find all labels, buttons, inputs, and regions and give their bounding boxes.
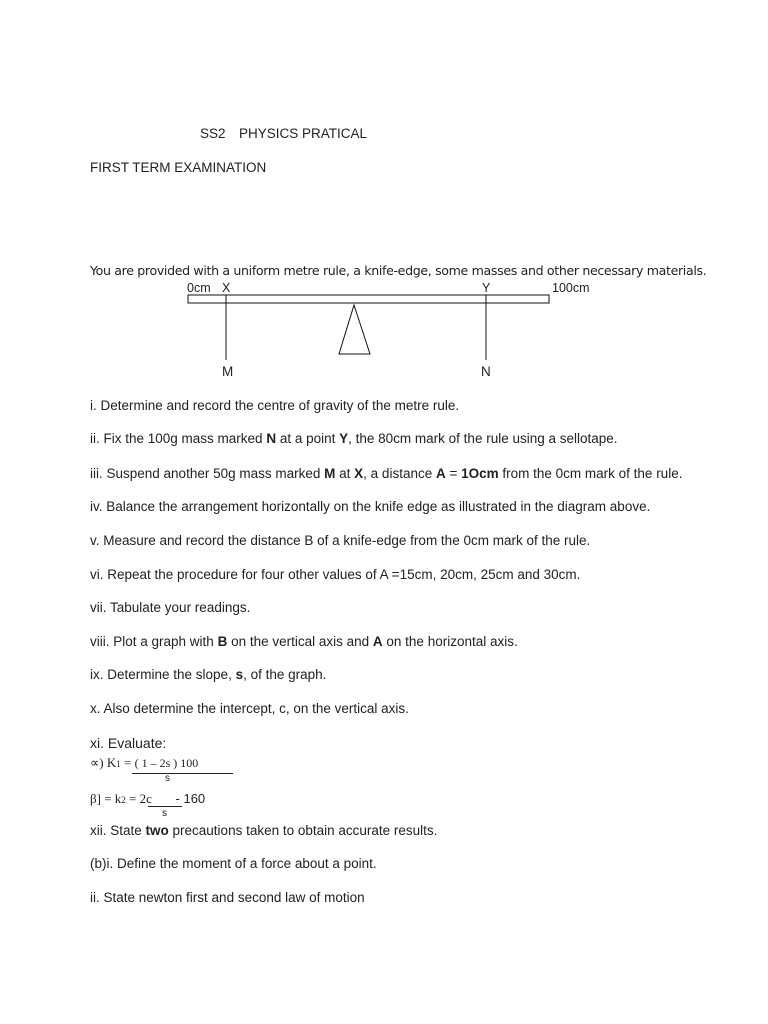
question-b2: ii. State newton first and second law of motion [90, 890, 365, 905]
q3-text-g: = [445, 466, 462, 481]
intro-text: You are provided with a uniform metre rule, a knife-edge, some masses and other necessary materials. [90, 263, 707, 278]
q3-distance-a: A [435, 466, 446, 481]
formula-beta-denominator: s [162, 808, 167, 819]
label-y: Y [482, 281, 491, 295]
question-10: x. Also determine the intercept, c, on the vertical axis. [90, 701, 409, 716]
q3-text-c: at [335, 466, 355, 481]
exam-title: FIRST TERM EXAMINATION [90, 160, 267, 175]
q2-text-c: at a point [276, 431, 340, 446]
label-mass-m: M [222, 364, 234, 379]
q8-axis-a: A [372, 634, 383, 649]
formula-beta-prefix: β] = k [90, 791, 122, 806]
q3-text-i: from the 0cm mark of the rule. [498, 466, 683, 481]
formula-beta-tail: - 160 [171, 791, 206, 806]
formula-beta [90, 791, 205, 807]
q8-text-c: on the vertical axis and [227, 634, 373, 649]
label-mass-n: N [481, 364, 491, 379]
formula-beta-sub: 2 [121, 795, 126, 805]
question-8 [90, 634, 518, 649]
knife-edge [339, 305, 370, 354]
question-11: xi. Evaluate: [90, 735, 167, 751]
question-2 [90, 431, 618, 446]
formula-alpha-numerator: ( 1 – 2s ) 100 [134, 756, 199, 770]
formula-alpha-eq: = [120, 755, 135, 770]
q8-axis-b: B [217, 634, 228, 649]
formula-alpha [90, 755, 198, 771]
question-1: i. Determine and record the centre of gravity of the metre rule. [90, 398, 460, 413]
label-100cm: 100cm [552, 281, 590, 295]
q9-text-a: ix. Determine the slope, [90, 667, 236, 682]
formula-alpha-sub: 1 [116, 759, 121, 769]
question-6: vi. Repeat the procedure for four other values of A =15cm, 20cm, 25cm and 30cm. [90, 567, 581, 582]
q3-text-e: , a distance [363, 466, 436, 481]
question-3 [90, 466, 682, 481]
metre-rule [188, 295, 549, 303]
q8-text-e: on the horizontal axis. [382, 634, 518, 649]
q9-text-c: , of the graph. [243, 667, 327, 682]
formula-beta-numerator: 2c [139, 791, 152, 806]
q3-mass-m: M [324, 466, 336, 481]
q2-point-y: Y [339, 431, 349, 446]
q9-slope-symbol: s [235, 667, 244, 682]
question-b1: (b)i. Define the moment of a force about a point. [90, 856, 377, 871]
question-5: v. Measure and record the distance B of a knife-edge from the 0cm mark of the rule. [90, 533, 591, 548]
subject-title: PHYSICS PRATICAL [239, 126, 368, 141]
question-4: iv. Balance the arrangement horizontally on the knife edge as illustrated in the diagram above. [90, 499, 651, 514]
q3-point-x: X [354, 466, 364, 481]
formula-alpha-bar [132, 773, 233, 774]
q2-text-e: , the 80cm mark of the rule using a sellotape. [348, 431, 618, 446]
label-0cm: 0cm [187, 281, 211, 295]
question-7: vii. Tabulate your readings. [90, 600, 251, 615]
q8-text-a: viii. Plot a graph with [90, 634, 218, 649]
q2-mass-n: N [266, 431, 277, 446]
q12-two: two [145, 823, 169, 838]
class-label: SS2 [200, 126, 226, 141]
question-9 [90, 667, 326, 682]
label-x: X [222, 281, 231, 295]
q12-text-c: precautions taken to obtain accurate results. [168, 823, 438, 838]
q12-text-a: xii. State [90, 823, 146, 838]
q3-text-a: iii. Suspend another 50g mass marked [90, 466, 325, 481]
formula-alpha-prefix: ∝) K [90, 755, 117, 770]
formula-alpha-denominator: s [165, 773, 170, 784]
q3-value: 1Ocm [461, 466, 499, 481]
formula-beta-eq: = [125, 791, 140, 806]
formula-beta-bar [148, 806, 182, 807]
question-12 [90, 823, 437, 838]
q2-text-a: ii. Fix the 100g mass marked [90, 431, 267, 446]
